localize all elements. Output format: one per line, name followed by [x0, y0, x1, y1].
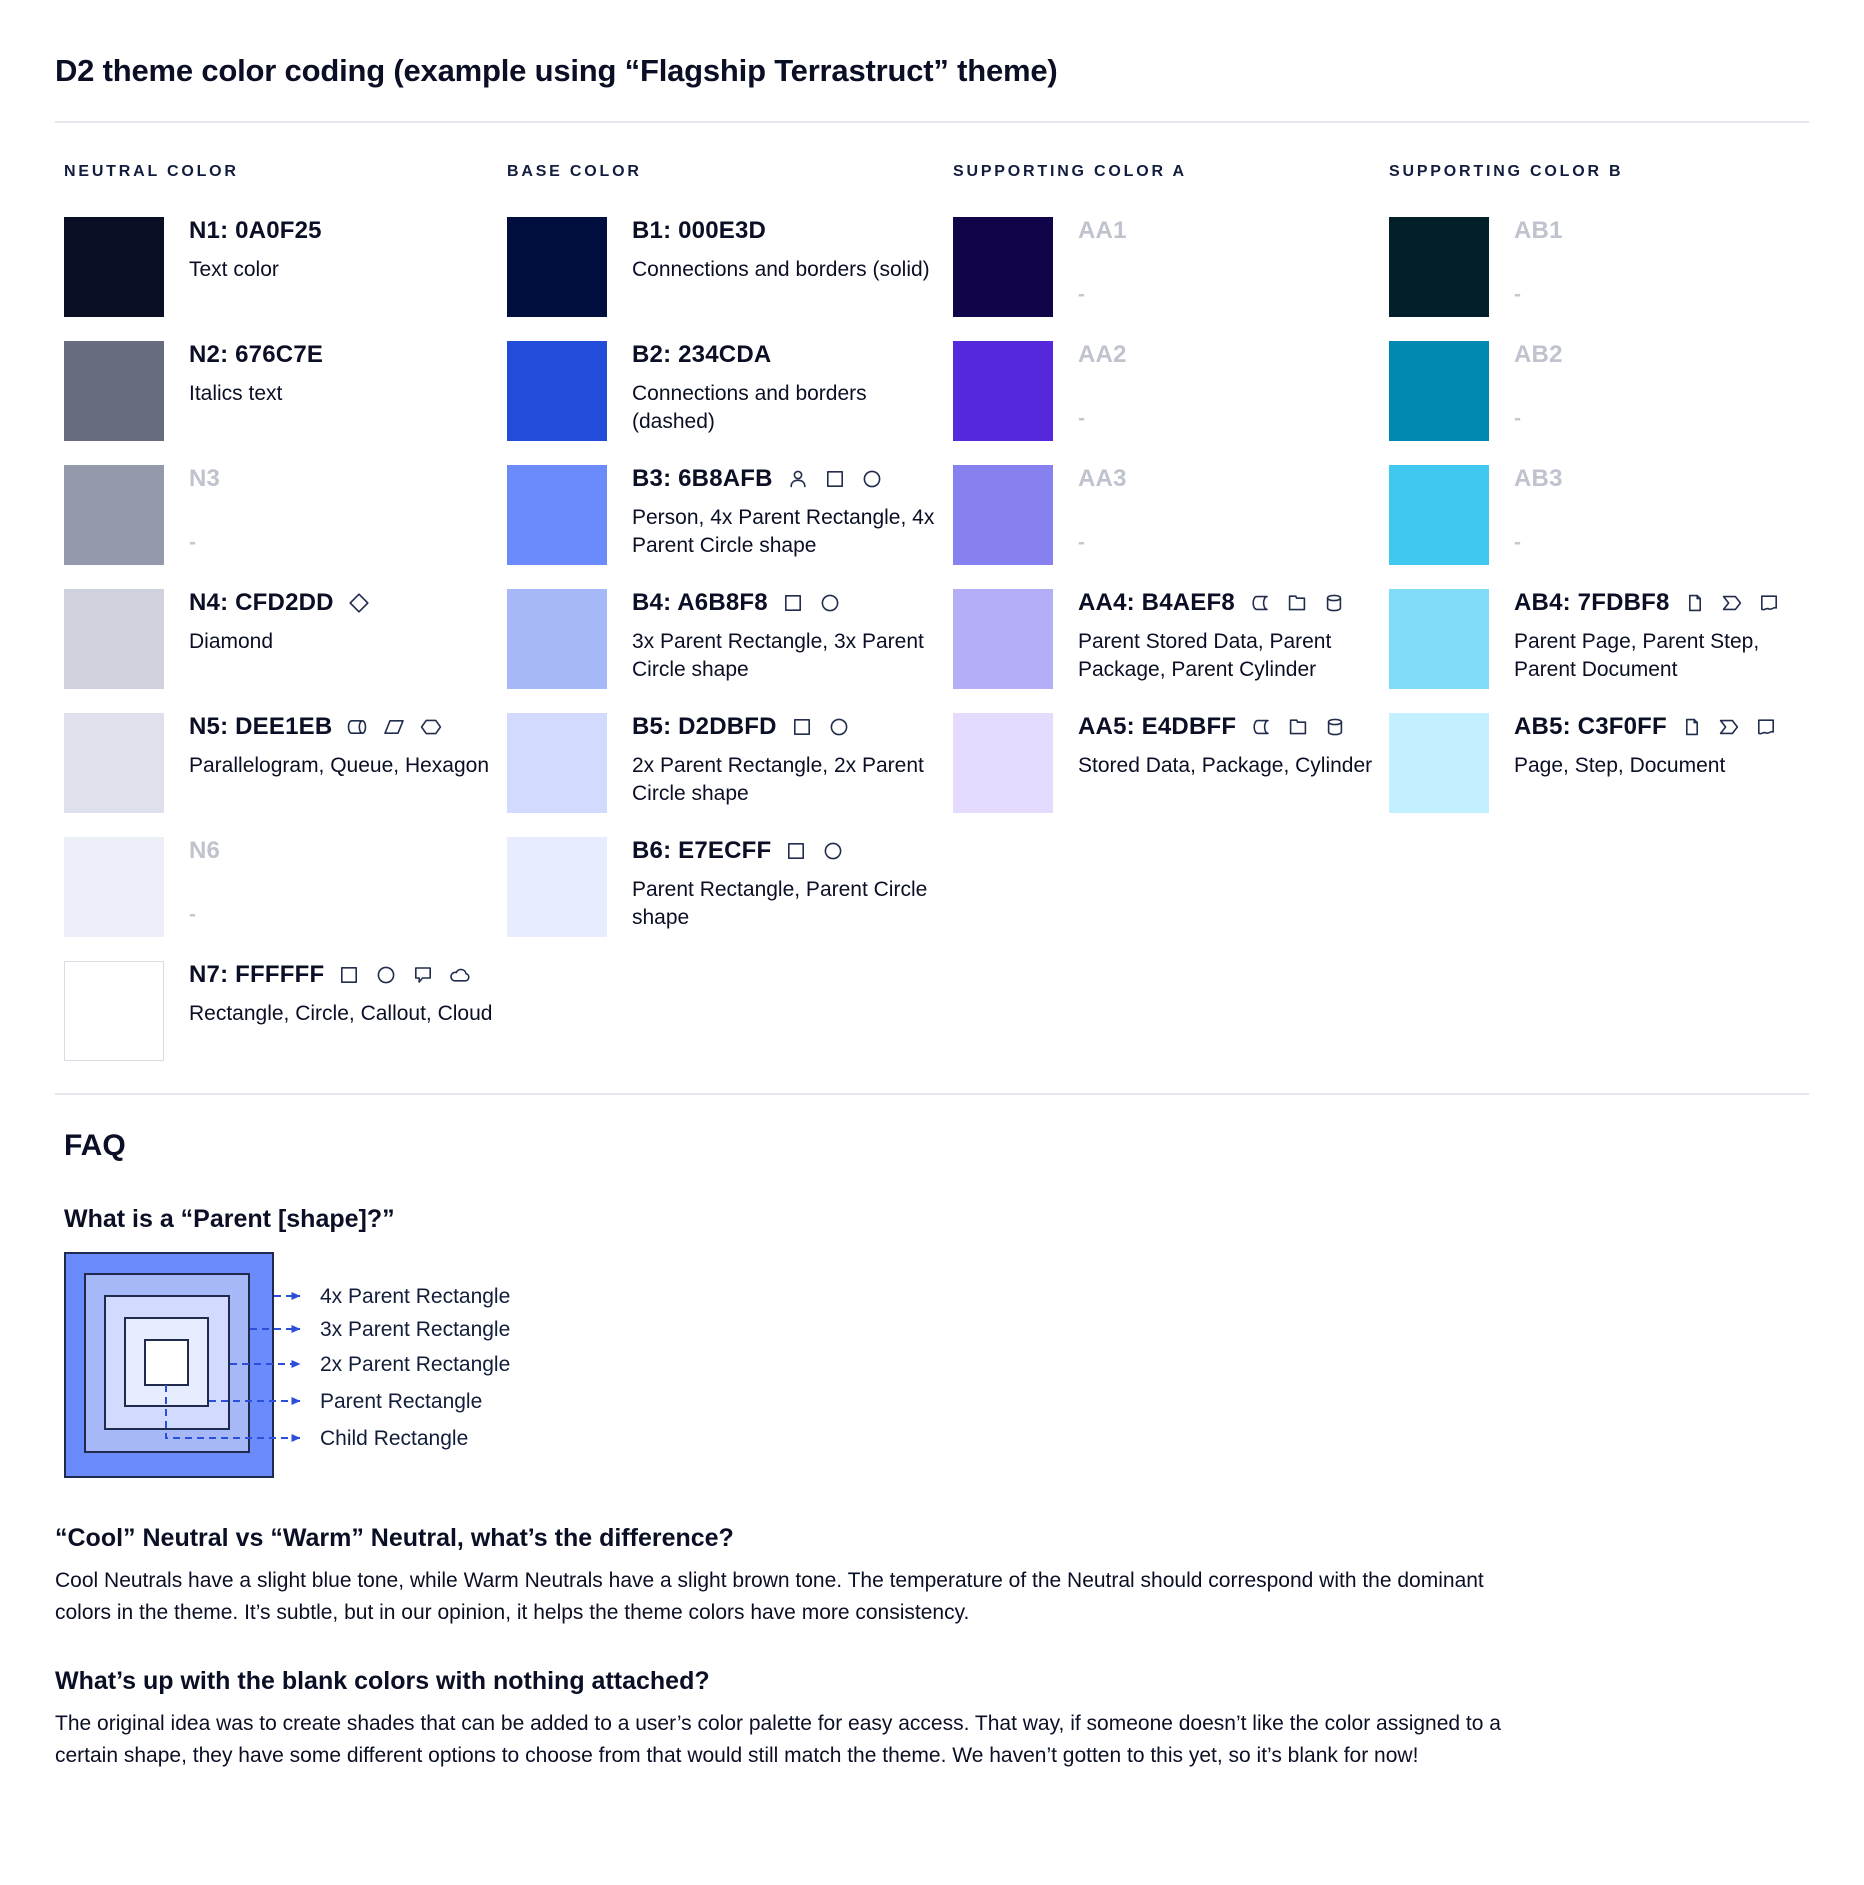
faq-q2-answer: Cool Neutrals have a slight blue tone, while Warm Neutrals have a slight brown tone. The temperature of the Neutral should correspond with the dominant colors in the theme. It’s subtle, but in our opinion, it helps the theme colors have more consistency.: [55, 1569, 1484, 1624]
color-swatch: [507, 341, 607, 441]
swatch-row: [1389, 713, 1809, 837]
palette-column: [1389, 163, 1809, 1085]
swatch-desc: Stored Data, Package, Cylinder: [1078, 754, 1373, 777]
swatch-desc: Connections and borders (dashed): [632, 382, 867, 433]
rectangle-icon: [781, 591, 805, 615]
swatch-desc: -: [1078, 283, 1085, 306]
swatch-row: [64, 465, 507, 589]
swatch-code: AA2: [1078, 341, 1127, 368]
color-swatch: [953, 589, 1053, 689]
swatch-code: B1: 000E3D: [632, 217, 767, 244]
rectangle-icon: [337, 963, 361, 987]
palette-column: [507, 163, 953, 1085]
swatch-code: AB1: [1514, 217, 1563, 244]
swatch-desc: Italics text: [189, 382, 283, 405]
package-icon: [1286, 715, 1310, 739]
swatch-code: B6: E7ECFF: [632, 837, 772, 864]
color-swatch: [1389, 713, 1489, 813]
cloud-icon: [448, 963, 472, 987]
swatch-row: [507, 713, 953, 837]
swatch-code: AB2: [1514, 341, 1563, 368]
swatch-code: N6: [189, 837, 221, 864]
diagram-label: Parent Rectangle: [320, 1390, 483, 1413]
swatch-desc: Parent Rectangle, Parent Circle shape: [632, 878, 928, 929]
column-header: SUPPORTING COLOR A: [953, 163, 1187, 180]
package-icon: [1285, 591, 1309, 615]
circle-icon: [827, 715, 851, 739]
parent-shape-diagram: [64, 1252, 664, 1484]
swatch-row: [953, 713, 1389, 837]
diagram-label: 4x Parent Rectangle: [320, 1285, 511, 1308]
swatch-desc: 2x Parent Rectangle, 2x Parent Circle shape: [632, 754, 924, 805]
page: [0, 53, 1864, 1772]
color-swatch: [64, 341, 164, 441]
swatch-desc: Text color: [189, 258, 279, 281]
swatch-code: AB4: 7FDBF8: [1514, 589, 1670, 616]
swatch-desc: -: [1078, 531, 1085, 554]
rectangle-icon: [823, 467, 847, 491]
stored-data-icon: [1249, 715, 1273, 739]
swatch-desc: Parent Stored Data, Parent Package, Parent Cylinder: [1078, 630, 1332, 681]
swatch-desc: Parallelogram, Queue, Hexagon: [189, 754, 490, 777]
swatch-code: N1: 0A0F25: [189, 217, 322, 244]
color-swatch: [64, 589, 164, 689]
column-header: BASE COLOR: [507, 163, 642, 180]
page-title: D2 theme color coding (example using “Flagship Terrastruct” theme): [55, 53, 1058, 88]
swatch-row: [953, 465, 1389, 589]
swatch-row: [507, 465, 953, 589]
cylinder-icon: [1322, 591, 1346, 615]
divider-top: [55, 121, 1809, 123]
swatch-code: AA1: [1078, 217, 1127, 244]
swatch-code: AB5: C3F0FF: [1514, 713, 1667, 740]
swatch-row: [953, 589, 1389, 713]
callout-icon: [411, 963, 435, 987]
swatch-desc: -: [1078, 407, 1085, 430]
swatch-row: [64, 217, 507, 341]
divider-bottom: [55, 1093, 1809, 1095]
page-icon: [1683, 591, 1707, 615]
swatch-row: [64, 341, 507, 465]
swatch-code: N2: 676C7E: [189, 341, 324, 368]
diamond-icon: [347, 591, 371, 615]
swatch-row: [953, 341, 1389, 465]
circle-icon: [374, 963, 398, 987]
rectangle-icon: [790, 715, 814, 739]
swatch-row: [1389, 217, 1809, 341]
palette-column: [64, 163, 507, 1085]
stored-data-icon: [1248, 591, 1272, 615]
step-icon: [1717, 715, 1741, 739]
document-icon: [1757, 591, 1781, 615]
column-header: NEUTRAL COLOR: [64, 163, 239, 180]
swatch-code: AA5: E4DBFF: [1078, 713, 1237, 740]
color-swatch: [953, 465, 1053, 565]
swatch-row: [64, 961, 507, 1085]
color-swatch: [953, 713, 1053, 813]
color-swatch: [64, 837, 164, 937]
palette-column: [953, 163, 1389, 1085]
swatch-desc: Person, 4x Parent Rectangle, 4x Parent Circle shape: [632, 506, 935, 557]
color-swatch: [507, 837, 607, 937]
faq-heading: FAQ: [64, 1129, 126, 1162]
swatch-desc: -: [189, 903, 196, 926]
faq-q3-answer: The original idea was to create shades that can be added to a user’s color palette for easy access. That way, if someone doesn’t like the color assigned to a certain shape, they have some different options to choose from that would still match the theme. We haven’t gotten to this yet, so it’s blank for now!: [55, 1712, 1501, 1767]
circle-icon: [821, 839, 845, 863]
swatch-desc: Rectangle, Circle, Callout, Cloud: [189, 1002, 493, 1025]
diagram-rect-child: [145, 1340, 188, 1385]
swatch-row: [507, 589, 953, 713]
swatch-code: B4: A6B8F8: [632, 589, 768, 616]
swatch-desc: -: [189, 531, 196, 554]
faq-q2-question: “Cool” Neutral vs “Warm” Neutral, what’s the difference?: [55, 1524, 734, 1552]
swatch-desc: 3x Parent Rectangle, 3x Parent Circle shape: [632, 630, 924, 681]
swatch-desc: Diamond: [189, 630, 274, 653]
color-swatch: [1389, 465, 1489, 565]
circle-icon: [818, 591, 842, 615]
swatch-code: AA3: [1078, 465, 1127, 492]
swatch-code: B2: 234CDA: [632, 341, 772, 368]
swatch-row: [1389, 341, 1809, 465]
circle-icon: [860, 467, 884, 491]
swatch-code: B3: 6B8AFB: [632, 465, 773, 492]
swatch-desc: Page, Step, Document: [1514, 754, 1726, 777]
cylinder-icon: [1323, 715, 1347, 739]
swatch-row: [64, 589, 507, 713]
swatch-desc: Connections and borders (solid): [632, 258, 930, 281]
palette-grid: [64, 163, 1809, 1085]
parallelogram-icon: [382, 715, 406, 739]
swatch-code: N5: DEE1EB: [189, 713, 333, 740]
color-swatch: [507, 713, 607, 813]
diagram-label: Child Rectangle: [320, 1427, 469, 1450]
swatch-desc: -: [1514, 407, 1521, 430]
swatch-row: [64, 837, 507, 961]
color-swatch: [1389, 341, 1489, 441]
faq-q3-question: What’s up with the blank colors with nothing attached?: [55, 1667, 710, 1695]
faq-q1-question: What is a “Parent [shape]?”: [64, 1205, 395, 1233]
swatch-code: N3: [189, 465, 221, 492]
swatch-row: [507, 837, 953, 961]
color-swatch: [507, 217, 607, 317]
swatch-row: [64, 713, 507, 837]
hexagon-icon: [419, 715, 443, 739]
color-swatch: [64, 713, 164, 813]
person-icon: [786, 467, 810, 491]
swatch-code: B5: D2DBFD: [632, 713, 777, 740]
rectangle-icon: [784, 839, 808, 863]
queue-icon: [345, 715, 369, 739]
faq-section: [55, 1129, 1809, 1772]
page-icon: [1680, 715, 1704, 739]
swatch-row: [507, 217, 953, 341]
swatch-code: N4: CFD2DD: [189, 589, 334, 616]
color-swatch: [953, 341, 1053, 441]
swatch-desc: -: [1514, 283, 1521, 306]
swatch-row: [1389, 589, 1809, 713]
diagram-label: 2x Parent Rectangle: [320, 1353, 511, 1376]
color-swatch: [1389, 217, 1489, 317]
swatch-row: [507, 341, 953, 465]
diagram-label: 3x Parent Rectangle: [320, 1318, 511, 1341]
swatch-code: N7: FFFFFF: [189, 961, 325, 988]
color-swatch: [953, 217, 1053, 317]
step-icon: [1720, 591, 1744, 615]
swatch-desc: Parent Page, Parent Step, Parent Document: [1514, 630, 1760, 681]
swatch-row: [1389, 465, 1809, 589]
color-swatch: [507, 589, 607, 689]
swatch-code: AB3: [1514, 465, 1563, 492]
color-swatch: [507, 465, 607, 565]
swatch-row: [953, 217, 1389, 341]
color-swatch: [64, 217, 164, 317]
color-swatch: [1389, 589, 1489, 689]
column-header: SUPPORTING COLOR B: [1389, 163, 1624, 180]
color-swatch: [64, 961, 164, 1061]
color-swatch: [64, 465, 164, 565]
swatch-code: AA4: B4AEF8: [1078, 589, 1235, 616]
swatch-desc: -: [1514, 531, 1521, 554]
document-icon: [1754, 715, 1778, 739]
